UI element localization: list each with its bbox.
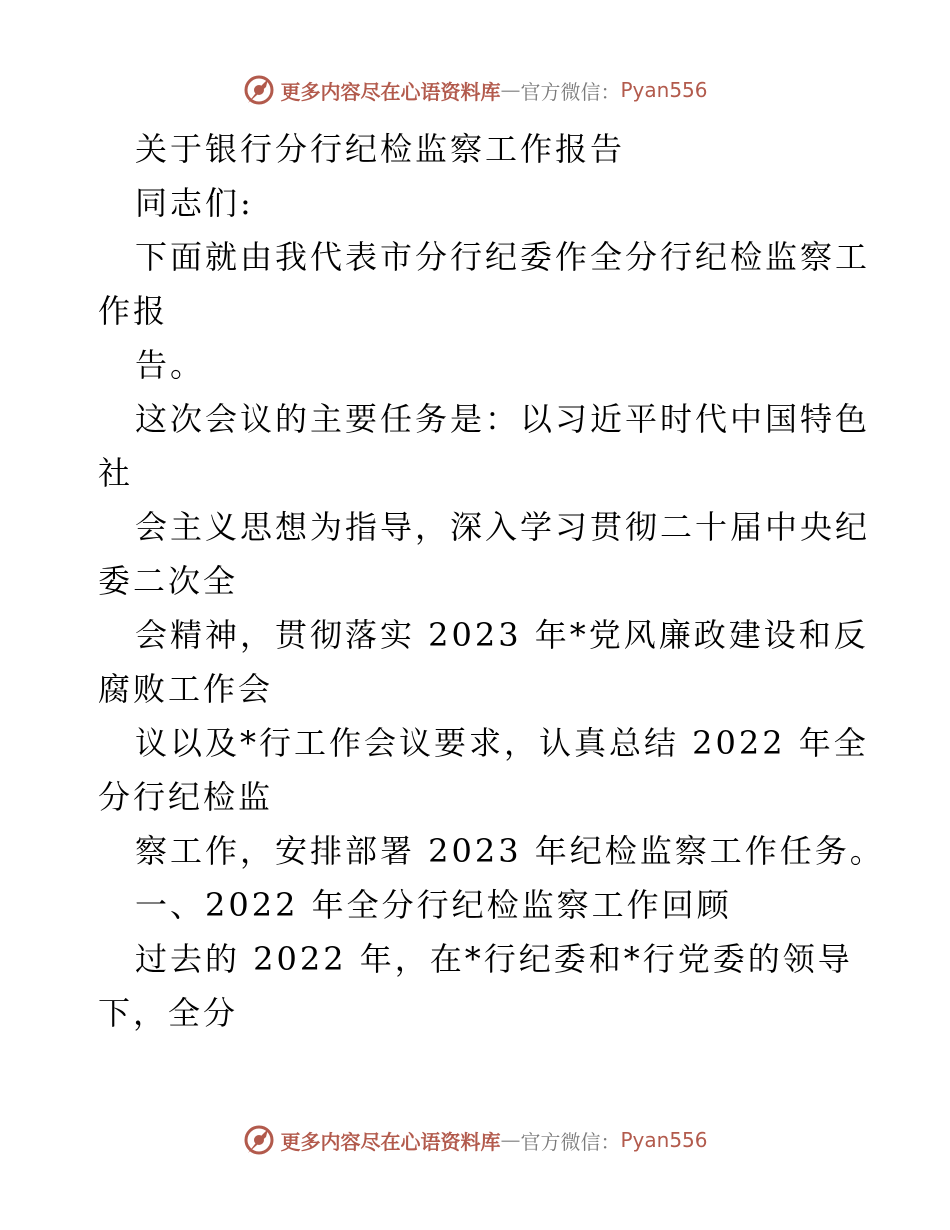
document-title: 关于银行分行纪检监察工作报告: [135, 130, 626, 168]
paragraph-line: 会主义思想为指导，深入学习贯彻二十届中央纪: [135, 508, 871, 546]
paragraph-line: 察工作，安排部署 2023 年纪检监察工作任务。: [135, 832, 885, 870]
watermark-brand: 更多内容尽在心语资料库: [280, 79, 501, 104]
paragraph-line: 委二次全: [98, 562, 239, 600]
paragraph-line: 议以及*行工作会议要求，认真总结 2022 年全: [135, 724, 869, 762]
document-body: [98, 122, 885, 1040]
watermark-banner-top: [0, 70, 950, 110]
quill-logo-icon: [242, 1123, 276, 1157]
watermark-wechat-id: Pyan556: [620, 78, 708, 102]
watermark-official-label: 官方微信：: [520, 79, 621, 104]
watermark-official-label: 官方微信：: [520, 1129, 621, 1154]
paragraph-line: 这次会议的主要任务是：以习近平时代中国特色: [135, 400, 871, 438]
watermark-wechat-id: Pyan556: [620, 1128, 708, 1152]
paragraph-line: 社: [98, 454, 134, 492]
watermark-dash: —: [500, 78, 521, 102]
quill-logo-icon: [242, 73, 276, 107]
section-heading: 一、2022 年全分行纪检监察工作回顾: [135, 886, 732, 924]
paragraph-line: 腐败工作会: [98, 670, 274, 708]
paragraph-line: 分行纪检监: [98, 778, 274, 816]
paragraph-line: 告。: [135, 346, 206, 384]
paragraph-line: 过去的 2022 年，在*行纪委和*行党委的领导: [135, 940, 853, 978]
paragraph-line: 下，全分: [98, 994, 239, 1032]
paragraph-line: 作报: [98, 292, 169, 330]
watermark-banner-bottom: [0, 1120, 950, 1160]
paragraph-line: 会精神，贯彻落实 2023 年*党风廉政建设和反: [135, 616, 869, 654]
watermark-brand: 更多内容尽在心语资料库: [280, 1129, 501, 1154]
watermark-dash: —: [500, 1128, 521, 1152]
salutation: 同志们:: [135, 184, 254, 222]
paragraph-line: 下面就由我代表市分行纪委作全分行纪检监察工: [135, 238, 871, 276]
